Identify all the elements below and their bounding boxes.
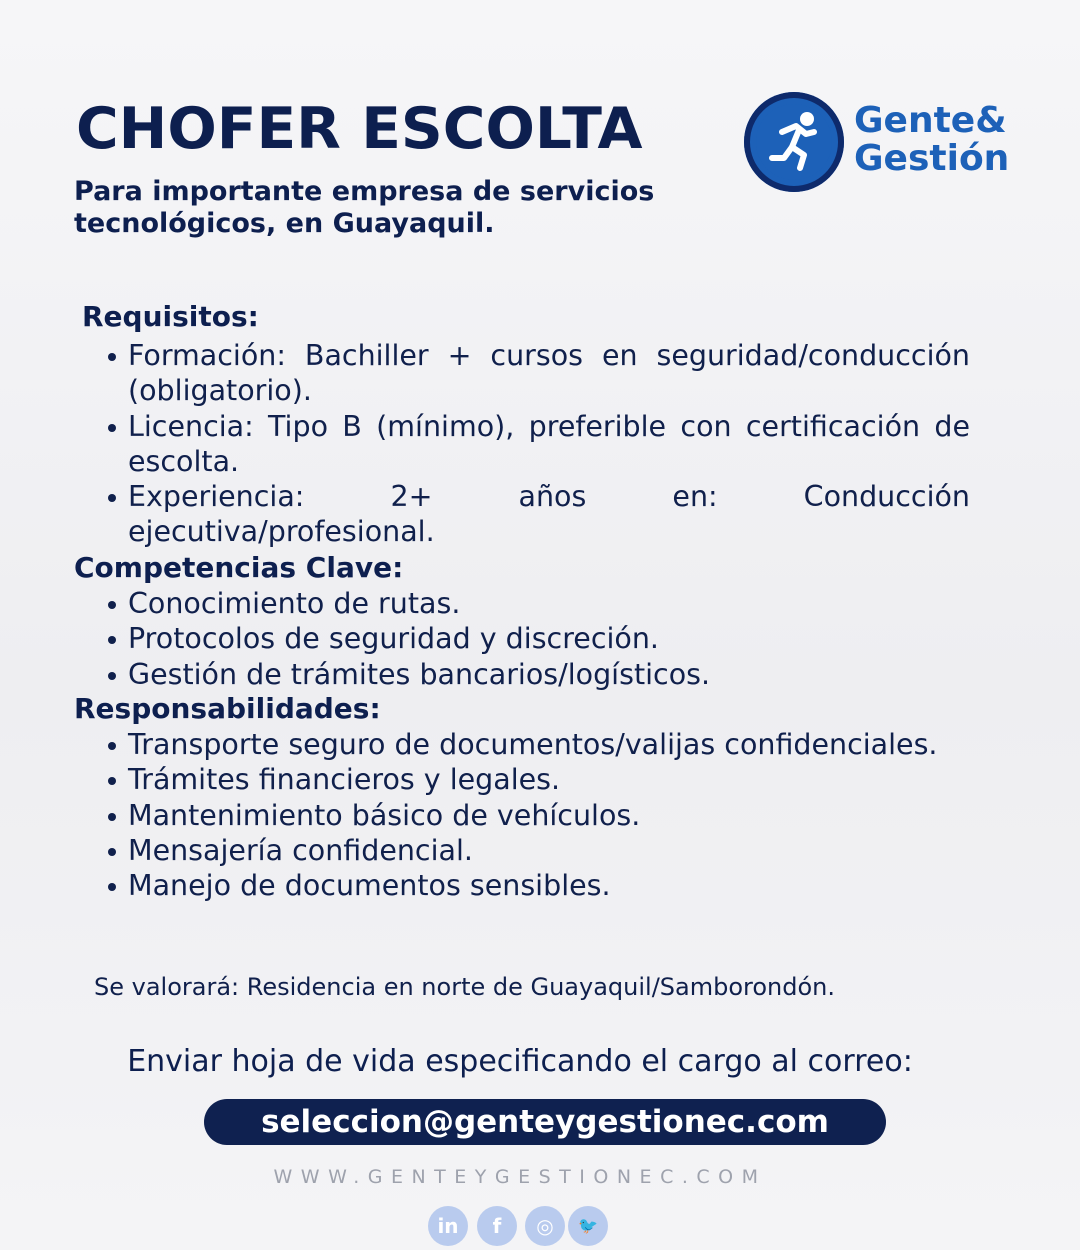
website-link[interactable]: WWW.GENTEYGESTIONEC.COM	[273, 1166, 767, 1188]
competencias-heading: Competencias Clave:	[74, 551, 404, 584]
logo-line2: Gestión	[854, 138, 1010, 179]
logo-ampersand: &	[975, 100, 1007, 141]
list-item: Trámites financieros y legales.	[104, 762, 970, 797]
twitter-icon[interactable]: 🐦	[568, 1206, 608, 1246]
list-item: Protocolos de seguridad y discreción.	[104, 621, 970, 656]
logo-wordmark	[854, 102, 1009, 178]
email-link[interactable]: seleccion@genteygestionec.com	[204, 1099, 886, 1145]
facebook-icon[interactable]: f	[477, 1206, 517, 1246]
list-item: Manejo de documentos sensibles.	[104, 868, 970, 903]
requisitos-heading: Requisitos:	[82, 300, 259, 333]
responsabilidades-list	[104, 727, 970, 903]
list-item: Mensajería confidencial.	[104, 833, 970, 868]
company-logo	[744, 92, 1034, 194]
page-subtitle: Para importante empresa de servicios tecnológicos, en Guayaquil.	[74, 176, 655, 239]
requisitos-list	[104, 338, 970, 550]
list-item: Conocimiento de rutas.	[104, 586, 970, 621]
list-item: Licencia: Tipo B (mínimo), preferible con certificación de escolta.	[104, 409, 970, 480]
list-item: Mantenimiento básico de vehículos.	[104, 798, 970, 833]
list-item: Formación: Bachiller + cursos en seguridad/conducción (obligatorio).	[104, 338, 970, 409]
competencias-list	[104, 586, 970, 692]
list-item: Transporte seguro de documentos/valijas confidenciales.	[104, 727, 970, 762]
logo-line1: Gente	[854, 100, 976, 141]
contact-instruction: Enviar hoja de vida especificando el cargo al correo:	[127, 1044, 913, 1079]
list-item: Gestión de trámites bancarios/logísticos.	[104, 657, 970, 692]
page-title: CHOFER ESCOLTA	[76, 96, 643, 162]
running-person-icon	[744, 92, 844, 192]
preference-note: Se valorará: Residencia en norte de Guayaquil/Samborondón.	[94, 973, 836, 1001]
instagram-icon[interactable]: ◎	[525, 1206, 565, 1246]
list-item: Experiencia: 2+ años en: Conducción ejecutiva/profesional.	[104, 479, 970, 550]
logo-emblem	[744, 92, 844, 192]
linkedin-icon[interactable]: in	[428, 1206, 468, 1246]
responsabilidades-heading: Responsabilidades:	[74, 692, 381, 725]
